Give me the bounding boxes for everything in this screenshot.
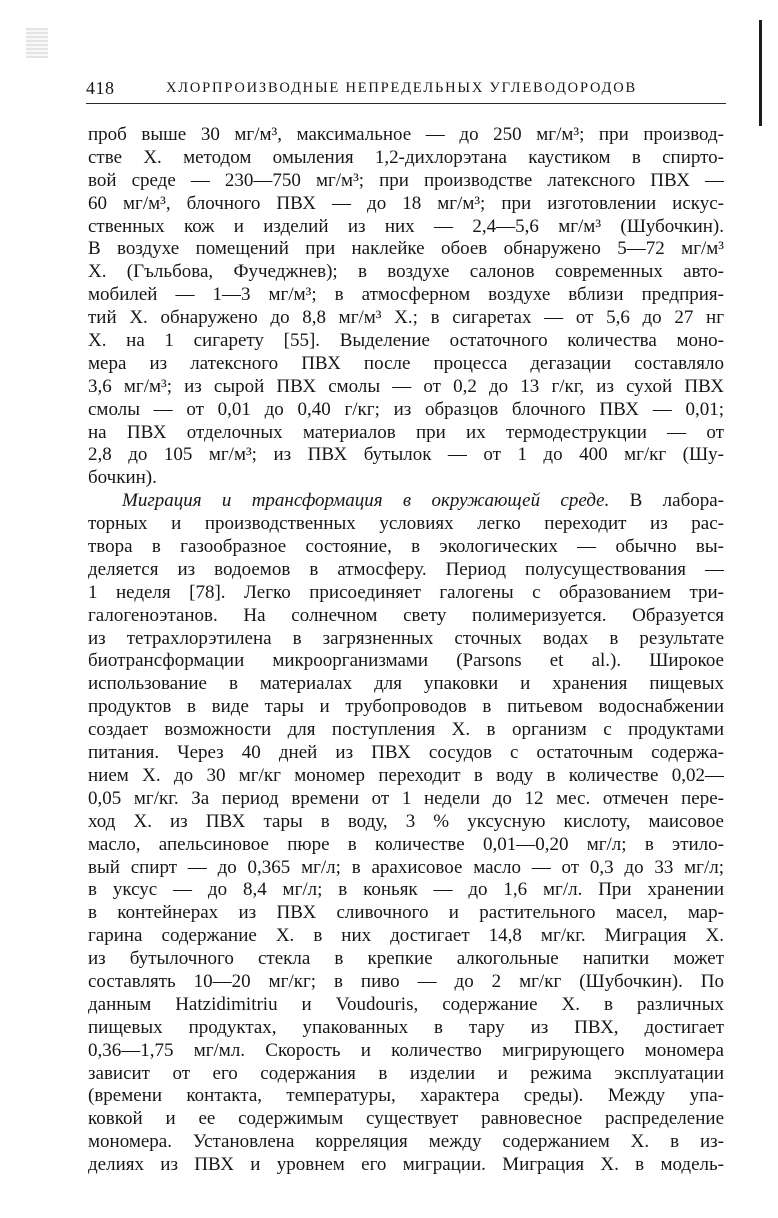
line-text: масло, апельсиновое пюре в количестве 0,01—0,20 мг/л; в этило- xyxy=(88,833,724,855)
line-text: 60 мг/м³, блочного ПВХ — до 18 мг/м³; при изготовлении искус- xyxy=(88,192,724,214)
line-text: твора в газообразное состояние, в экологических — обычно вы- xyxy=(88,536,724,558)
line-text: вой среде — 230—750 мг/м³; при производстве латексного ПВХ — xyxy=(88,169,724,191)
text-line xyxy=(88,330,724,353)
line-text: ход Х. из ПВХ тары в воду, 3 % уксусную кислоту, маисовое xyxy=(88,810,724,832)
line-text: бочкин). xyxy=(88,467,157,489)
line-text: 1 неделя [78]. Легко присоединяет галогены с образованием три- xyxy=(88,581,724,603)
text-line xyxy=(88,971,724,994)
line-text: 3,6 мг/м³; из сырой ПВХ смолы — от 0,2 до 13 г/кг, из сухой ПВХ xyxy=(88,375,724,397)
text-line xyxy=(88,788,724,811)
line-text: Х. (Гъльбова, Фучеджнев); в воздухе салонов современных авто- xyxy=(88,261,724,283)
line-text: 0,36—1,75 мг/мл. Скорость и количество мигрирующего мономера xyxy=(88,1039,724,1061)
text-line xyxy=(88,605,724,628)
text-line xyxy=(88,811,724,834)
line-text: питания. Через 40 дней из ПВХ сосудов с остаточным содержа- xyxy=(88,742,724,764)
line-text: из тетрахлорэтилена в загрязненных сточных водах в результате xyxy=(88,627,724,649)
text-line xyxy=(88,834,724,857)
line-text: гарина содержание Х. в них достигает 14,8 мг/кг. Миграция Х. xyxy=(88,925,724,947)
line-text: пищевых продуктах, упакованных в тару из ПВХ, достигает xyxy=(88,1016,724,1038)
line-text: мера из латексного ПВХ после процесса дегазации составляло xyxy=(88,352,724,374)
text-line xyxy=(88,170,724,193)
text-line xyxy=(88,948,724,971)
text-line xyxy=(88,925,724,948)
text-line xyxy=(88,582,724,605)
line-text: составлять 10—20 мг/кг; в пиво — до 2 мг/кг (Шубочкин). По xyxy=(88,970,724,992)
text-line xyxy=(88,879,724,902)
text-line xyxy=(88,147,724,170)
page-header xyxy=(86,78,726,102)
text-line xyxy=(88,353,724,376)
line-text: В лабора- xyxy=(609,490,724,512)
running-title: ХЛОРПРОИЗВОДНЫЕ НЕПРЕДЕЛЬНЫХ УГЛЕВОДОРОДОВ xyxy=(166,80,637,96)
line-text: мобилей — 1—3 мг/м³; в атмосферном воздухе вблизи предприя- xyxy=(88,284,724,306)
text-line xyxy=(88,1085,724,1108)
line-text: проб выше 30 мг/м³, максимальное — до 250 мг/м³; при производ- xyxy=(88,124,724,145)
line-text: торных и производственных условиях легко переходит из рас- xyxy=(88,513,724,535)
text-line xyxy=(88,765,724,788)
scan-corner-mark xyxy=(26,28,48,58)
line-text: Х. на 1 сигарету [55]. Выделение остаточного количества моно- xyxy=(88,330,724,352)
line-text: ственных кож и изделий из них — 2,4—5,6 мг/м³ (Шубочкин). xyxy=(88,215,724,237)
page-number: 418 xyxy=(86,78,115,98)
line-text: продуктов в виде тары и трубопроводов в питьевом водоснабжении xyxy=(88,696,724,718)
line-text: вый спирт — до 0,365 мг/л; в арахисовое масло — от 0,3 до 33 мг/л; xyxy=(88,856,724,878)
text-line xyxy=(88,261,724,284)
section-lead: Миграция и трансформация в окружающей среде. xyxy=(122,490,610,512)
line-text: тий Х. обнаружено до 8,8 мг/м³ Х.; в сигаретах — от 5,6 до 27 нг xyxy=(88,307,724,329)
line-text: биотрансформации микроорганизмами (Parsons et al.). Широкое xyxy=(88,650,724,672)
text-line xyxy=(88,559,724,582)
text-line xyxy=(88,513,724,536)
text-line xyxy=(88,490,724,513)
line-text: из бутылочного стекла в крепкие алкогольные напитки может xyxy=(88,948,724,970)
text-line xyxy=(88,1131,724,1154)
text-line xyxy=(88,1108,724,1131)
line-text: в уксус — до 8,4 мг/л; в коньяк — до 1,6 мг/л. При хранении xyxy=(88,879,724,901)
text-line xyxy=(88,399,724,422)
text-line xyxy=(88,673,724,696)
text-line xyxy=(88,742,724,765)
line-text: 2,8 до 105 мг/м³; из ПВХ бутылок — от 1 до 400 мг/кг (Шу- xyxy=(88,444,724,466)
line-text: стве Х. методом омыления 1,2-дихлорэтана каустиком в спирто- xyxy=(88,146,724,168)
line-text: ковкой и ее содержимым существует равновесное распределение xyxy=(88,1108,724,1130)
text-line xyxy=(88,124,724,147)
text-line xyxy=(88,902,724,925)
text-line xyxy=(88,650,724,673)
text-line xyxy=(88,307,724,330)
line-text: 0,05 мг/кг. За период времени от 1 недели до 12 мес. отмечен пере- xyxy=(88,787,724,809)
text-line xyxy=(88,628,724,651)
text-line xyxy=(88,1154,724,1177)
text-line xyxy=(88,994,724,1017)
line-text: деляется из водоемов в атмосферу. Период полусуществования — xyxy=(88,558,724,580)
line-text: зависит от его содержания в изделии и режима эксплуатации xyxy=(88,1062,724,1084)
line-text: создает возможности для поступления Х. в организм с продуктами xyxy=(88,719,724,741)
text-line xyxy=(88,719,724,742)
text-line xyxy=(88,422,724,445)
text-line xyxy=(88,1017,724,1040)
line-text: нием Х. до 30 мг/кг мономер переходит в воду в количестве 0,02— xyxy=(88,764,724,786)
line-text: галогеноэтанов. На солнечном свету полимеризуется. Образуется xyxy=(88,604,724,626)
scan-edge-bar xyxy=(759,20,762,126)
header-rule xyxy=(86,103,726,104)
line-text: смолы — от 0,01 до 0,40 г/кг; из образцов блочного ПВХ — 0,01; xyxy=(88,398,724,420)
line-text: данным Hatzidimitriu и Voudouris, содержание Х. в различных xyxy=(88,993,724,1015)
text-line xyxy=(88,1063,724,1086)
text-line xyxy=(88,238,724,261)
line-text: на ПВХ отделочных материалов при их термодеструкции — от xyxy=(88,421,724,443)
line-text: в контейнерах из ПВХ сливочного и растительного масел, мар- xyxy=(88,902,724,924)
text-line xyxy=(88,376,724,399)
line-text: использование в материалах для упаковки и хранения пищевых xyxy=(88,673,724,695)
line-text: В воздухе помещений при наклейке обоев обнаружено 5—72 мг/м³ xyxy=(88,238,724,260)
line-text: (времени контакта, температуры, характера среды). Между упа- xyxy=(88,1085,724,1107)
line-text: мономера. Установлена корреляция между содержанием Х. в из- xyxy=(88,1131,724,1153)
text-line xyxy=(88,216,724,239)
text-line xyxy=(88,1040,724,1063)
text-line xyxy=(88,467,724,490)
text-line xyxy=(88,193,724,216)
line-text: делиях из ПВХ и уровнем его миграции. Миграция Х. в модель- xyxy=(88,1154,724,1176)
text-line xyxy=(88,444,724,467)
body-text xyxy=(88,124,724,1177)
text-line xyxy=(88,284,724,307)
text-line xyxy=(88,536,724,559)
text-line xyxy=(88,696,724,719)
text-line xyxy=(88,857,724,880)
